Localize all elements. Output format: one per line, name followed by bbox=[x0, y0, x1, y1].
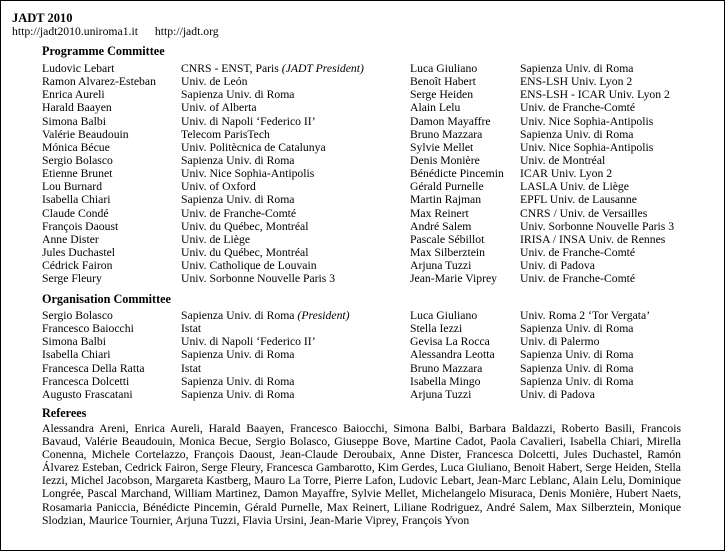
role-note: (JADT President) bbox=[281, 62, 364, 75]
affiliation-text: Univ. di Napoli ‘Federico II’ bbox=[181, 114, 316, 128]
member-affiliation bbox=[181, 335, 410, 348]
member-name: Claude Condé bbox=[42, 206, 109, 220]
member-name: Damon Mayaffre bbox=[410, 114, 491, 128]
member-affiliation bbox=[181, 362, 410, 375]
member-name: Luca Giuliano bbox=[410, 62, 478, 75]
affiliation-text: Univ. of Oxford bbox=[181, 180, 256, 194]
member-affiliation: Univ. di Padova bbox=[520, 259, 595, 273]
table-row bbox=[42, 322, 702, 335]
affiliation-text: Telecom ParisTech bbox=[181, 127, 270, 141]
member-affiliation: Univ. de Franche-Comté bbox=[520, 245, 636, 259]
organisation-committee-title: Organisation Committee bbox=[42, 292, 171, 306]
member-name: Martin Rajman bbox=[410, 193, 482, 207]
member-name: Augusto Frascatani bbox=[42, 387, 133, 401]
member-affiliation: Univ. Nice Sophia-Antipolis bbox=[520, 114, 654, 128]
member-name: Max Silberztein bbox=[410, 245, 485, 259]
table-row bbox=[42, 362, 702, 375]
member-affiliation bbox=[181, 62, 410, 75]
member-name: Denis Monière bbox=[410, 153, 480, 167]
member-name: André Salem bbox=[410, 219, 472, 233]
member-affiliation: Sapienza Univ. di Roma bbox=[520, 361, 634, 375]
header bbox=[12, 11, 233, 38]
member-name: Serge Fleury bbox=[42, 272, 102, 286]
affiliation-text: Istat bbox=[181, 322, 202, 336]
table-row bbox=[42, 272, 702, 285]
member-affiliation: ENS-LSH - ICAR Univ. Lyon 2 bbox=[520, 88, 670, 102]
member-affiliation: Univ. de Franche-Comté bbox=[520, 272, 636, 286]
member-affiliation bbox=[181, 220, 410, 233]
member-name: Bénédicte Pincemin bbox=[410, 167, 504, 181]
member-affiliation bbox=[181, 141, 410, 154]
table-row bbox=[42, 246, 702, 259]
member-affiliation bbox=[181, 272, 410, 285]
table-row bbox=[42, 375, 702, 388]
member-affiliation: Univ. Roma 2 ‘Tor Vergata’ bbox=[520, 309, 651, 322]
affiliation-text: Sapienza Univ. di Roma bbox=[181, 88, 295, 102]
affiliation-text: Sapienza Univ. di Roma bbox=[181, 374, 295, 388]
member-affiliation: LASLA Univ. de Liège bbox=[520, 180, 629, 194]
header-links bbox=[12, 25, 233, 38]
member-affiliation: ENS-LSH Univ. Lyon 2 bbox=[520, 75, 633, 89]
link-jadt2010[interactable]: http://jadt2010.uniroma1.it bbox=[12, 25, 138, 38]
member-name: Pascale Sébillot bbox=[410, 232, 485, 246]
member-affiliation: Sapienza Univ. di Roma bbox=[520, 62, 634, 75]
member-name: Ramon Alvarez-Esteban bbox=[42, 75, 156, 89]
member-name: Enrica Aureli bbox=[42, 88, 105, 102]
affiliation-text: Univ. du Québec, Montréal bbox=[181, 245, 309, 259]
member-name: Gevisa La Rocca bbox=[410, 335, 490, 349]
member-name: Gérald Purnelle bbox=[410, 180, 484, 194]
member-affiliation: Univ. di Palermo bbox=[520, 335, 600, 349]
member-affiliation bbox=[181, 88, 410, 101]
affiliation-text: Univ. Sorbonne Nouvelle Paris 3 bbox=[181, 272, 336, 286]
member-affiliation: Univ. Sorbonne Nouvelle Paris 3 bbox=[520, 219, 675, 233]
member-name: Isabella Chiari bbox=[42, 348, 111, 362]
member-affiliation bbox=[181, 233, 410, 246]
affiliation-text: Univ. Politècnica de Catalunya bbox=[181, 140, 326, 154]
programme-committee-table bbox=[42, 62, 702, 285]
member-affiliation bbox=[181, 375, 410, 388]
programme-committee-title: Programme Committee bbox=[42, 44, 165, 58]
member-name: Bruno Mazzara bbox=[410, 361, 483, 375]
affiliation-text: Univ. de León bbox=[181, 75, 248, 89]
table-row bbox=[42, 207, 702, 220]
member-affiliation: Sapienza Univ. di Roma bbox=[520, 322, 634, 336]
member-name: Lou Burnard bbox=[42, 180, 103, 194]
member-affiliation bbox=[181, 322, 410, 335]
member-name: Valérie Beaudouin bbox=[42, 127, 129, 141]
member-name: Jules Duchastel bbox=[42, 245, 116, 259]
member-name: Francesca Della Ratta bbox=[42, 361, 145, 375]
member-name: Luca Giuliano bbox=[410, 309, 478, 322]
member-affiliation bbox=[181, 167, 410, 180]
member-affiliation bbox=[181, 246, 410, 259]
member-name: Arjuna Tuzzi bbox=[410, 387, 472, 401]
affiliation-text: Sapienza Univ. di Roma bbox=[181, 387, 295, 401]
member-name: Jean-Marie Viprey bbox=[410, 272, 498, 286]
table-row bbox=[42, 75, 702, 88]
affiliation-text: Sapienza Univ. di Roma bbox=[181, 153, 295, 167]
member-affiliation bbox=[181, 101, 410, 114]
member-name: Isabella Mingo bbox=[410, 374, 481, 388]
member-affiliation bbox=[181, 75, 410, 88]
member-name: Max Reinert bbox=[410, 206, 469, 220]
table-row bbox=[42, 259, 702, 272]
table-row bbox=[42, 220, 702, 233]
member-affiliation: Univ. di Padova bbox=[520, 387, 595, 401]
member-affiliation bbox=[181, 128, 410, 141]
affiliation-text: Sapienza Univ. di Roma bbox=[181, 348, 295, 362]
affiliation-text: Univ. di Napoli ‘Federico II’ bbox=[181, 335, 316, 349]
organisation-committee-table bbox=[42, 309, 702, 401]
member-affiliation: Univ. Nice Sophia-Antipolis bbox=[520, 140, 654, 154]
member-affiliation bbox=[181, 180, 410, 193]
member-affiliation: Sapienza Univ. di Roma bbox=[520, 374, 634, 388]
member-affiliation: CNRS / Univ. de Versailles bbox=[520, 206, 648, 220]
member-affiliation: IRISA / INSA Univ. de Rennes bbox=[520, 232, 666, 246]
role-note: (President) bbox=[297, 309, 350, 322]
affiliation-text: Istat bbox=[181, 361, 202, 375]
table-row bbox=[42, 233, 702, 246]
member-name: Mónica Bécue bbox=[42, 140, 110, 154]
member-name: Francesco Baiocchi bbox=[42, 322, 134, 336]
member-affiliation: Sapienza Univ. di Roma bbox=[520, 127, 634, 141]
member-name: François Daoust bbox=[42, 219, 119, 233]
table-row bbox=[42, 88, 702, 101]
member-name: Sergio Bolasco bbox=[42, 153, 113, 167]
affiliation-text: CNRS - ENST, Paris bbox=[181, 62, 279, 75]
member-name: Harald Baayen bbox=[42, 101, 112, 115]
affiliation-text: Univ. de Liège bbox=[181, 232, 251, 246]
member-name: Anne Dister bbox=[42, 232, 99, 246]
affiliation-text: Sapienza Univ. di Roma bbox=[181, 309, 295, 322]
member-name: Ludovic Lebart bbox=[42, 62, 115, 75]
member-name: Simona Balbi bbox=[42, 335, 106, 349]
affiliation-text: Sapienza Univ. di Roma bbox=[181, 193, 295, 207]
member-name: Serge Heiden bbox=[410, 88, 474, 102]
member-affiliation: EPFL Univ. de Lausanne bbox=[520, 193, 637, 207]
table-row bbox=[42, 193, 702, 206]
member-affiliation bbox=[181, 259, 410, 272]
member-name: Francesca Dolcetti bbox=[42, 374, 130, 388]
member-name: Benoît Habert bbox=[410, 75, 476, 89]
member-affiliation: Univ. de Franche-Comté bbox=[520, 101, 636, 115]
table-row bbox=[42, 388, 702, 401]
table-row bbox=[42, 167, 702, 180]
table-row bbox=[42, 348, 702, 361]
member-affiliation: Univ. de Montréal bbox=[520, 153, 606, 167]
affiliation-text: Univ. of Alberta bbox=[181, 101, 257, 115]
member-affiliation bbox=[181, 154, 410, 167]
member-affiliation: Sapienza Univ. di Roma bbox=[520, 348, 634, 362]
table-row bbox=[42, 101, 702, 114]
member-affiliation: ICAR Univ. Lyon 2 bbox=[520, 167, 613, 181]
table-row bbox=[42, 115, 702, 128]
table-row bbox=[42, 180, 702, 193]
table-row bbox=[42, 154, 702, 167]
affiliation-text: Univ. Nice Sophia-Antipolis bbox=[181, 167, 315, 181]
page-title: JADT 2010 bbox=[12, 11, 73, 25]
member-affiliation bbox=[181, 348, 410, 361]
member-affiliation bbox=[181, 207, 410, 220]
link-jadt-org[interactable]: http://jadt.org bbox=[154, 25, 219, 38]
referees-title: Referees bbox=[42, 406, 87, 420]
table-row bbox=[42, 309, 702, 322]
member-name: Etienne Brunet bbox=[42, 167, 113, 181]
member-name: Stella Iezzi bbox=[410, 322, 463, 336]
affiliation-text: Univ. du Québec, Montréal bbox=[181, 219, 309, 233]
member-name: Simona Balbi bbox=[42, 114, 106, 128]
member-name: Alain Lelu bbox=[410, 101, 461, 115]
member-name: Cédrick Fairon bbox=[42, 259, 113, 273]
table-row bbox=[42, 128, 702, 141]
referees-list: Alessandra Areni, Enrica Aureli, Harald Baayen, Francesco Baiocchi, Simona Balbi, Barbara Baldazzi, Roberto Basili, Francois Bavaud, Valérie Beaudouin, Monica Becue, Sergio Bolasco, Giuseppe Bove, Martine Cadot, Paola Cavalieri, Isabella Chiari, Mirella Conenna, Michele Cortelazzo, François Daoust, Jean-Claude Deroubaix, Anne Dister, Francesca Dolcetti, Jules Duchastel, Ramón Álvarez Esteban, Cedrick Fairon, Serge Fleury, Francesca Gambarotto, Kim Gerdes, Luca Giuliano, Benoit Habert, Serge Heiden, Stella Iezzi, Michel Jacobson, Margareta Kastberg, Mauro La Torre, Pierre Lafon, Ludovic Lebart, Jean-Marc Leblanc, Alain Lelu, Dominique Longrée, Pascal Marchand, William Martinez, Damon Mayaffre, Sylvie Mellet, Michelangelo Misuraca, Denis Monière, Hubert Naets, Rosamaria Paniccia, Bénédicte Pincemin, Gérald Purnelle, Max Reinert, Liliane Rodriguez, André Salem, Max Silberztein, Monique Slodzian, Maurice Tournier, Arjuna Tuzzi, Flavia Ursini, Jean-Marie Viprey, François Yvon bbox=[42, 422, 681, 527]
member-name: Isabella Chiari bbox=[42, 193, 111, 207]
member-name: Sylvie Mellet bbox=[410, 140, 474, 154]
table-row bbox=[42, 141, 702, 154]
member-name: Sergio Bolasco bbox=[42, 309, 113, 322]
table-row bbox=[42, 62, 702, 75]
affiliation-text: Univ. Catholique de Louvain bbox=[181, 259, 317, 273]
member-affiliation bbox=[181, 388, 410, 401]
member-affiliation bbox=[181, 115, 410, 128]
member-name: Arjuna Tuzzi bbox=[410, 259, 472, 273]
member-name: Bruno Mazzara bbox=[410, 127, 483, 141]
member-name: Alessandra Leotta bbox=[410, 348, 495, 362]
affiliation-text: Univ. de Franche-Comté bbox=[181, 206, 297, 220]
table-row bbox=[42, 335, 702, 348]
member-affiliation bbox=[181, 309, 410, 322]
member-affiliation bbox=[181, 193, 410, 206]
